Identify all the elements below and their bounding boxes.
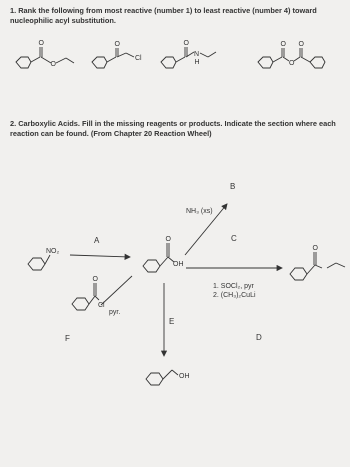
pyr-label: pyr. — [109, 309, 121, 316]
anhydride-o-bridge: O — [289, 60, 295, 67]
section-label-e: E — [169, 317, 175, 326]
acid-chloride-cl-label: Cl — [98, 302, 105, 309]
question-2-prompt: 2. Carboxylic Acids. Fill in the missing reagents or products. Indicate the section where each reaction can be found. (From Chapter 20 Reaction Wheel) — [10, 119, 336, 138]
benzyl-alcohol-oh: OH — [179, 373, 190, 380]
ester-carbonyl-o: O — [38, 40, 44, 47]
ketone-o-label: O — [312, 245, 318, 252]
acid-chloride-o: O — [114, 41, 120, 48]
anhydride-o2: O — [298, 41, 304, 48]
compound-amide — [161, 47, 216, 68]
amide-h: H — [194, 59, 200, 66]
arrow-a — [70, 255, 130, 257]
compound-ester — [16, 47, 74, 68]
acid-chloride-cl: Cl — [135, 55, 142, 62]
center-oh: OH — [173, 261, 184, 268]
ester-o: O — [50, 61, 56, 68]
section-label-c: C — [231, 234, 237, 243]
amide-n: N — [194, 51, 200, 58]
arrow-f — [101, 276, 132, 305]
question-1-prompt: 1. Rank the following from most reactive (number 1) to least reactive (number 4) toward nucleophilic acyl substitution. — [10, 6, 317, 25]
socl2-step-1: 1. SOCl₂, pyr — [213, 283, 254, 290]
acid-chloride-o-label: O — [92, 276, 98, 283]
benzoyl-chloride — [72, 283, 99, 310]
section-label-d: D — [256, 333, 262, 342]
amide-o: O — [183, 40, 189, 47]
compound-acid-chloride — [92, 48, 134, 68]
socl2-step-2: 2. (CH₃)₂CuLi — [213, 292, 256, 299]
benzoic-acid-center — [143, 243, 174, 272]
ketone-product — [290, 252, 345, 280]
section-label-f: F — [65, 334, 70, 343]
nitrobenzene — [28, 255, 50, 270]
nh3-reagent: NH₃ (xs) — [186, 208, 213, 215]
section-label-b: B — [230, 182, 236, 191]
anhydride-o1: O — [280, 41, 286, 48]
section-label-a: A — [94, 236, 100, 245]
center-carbonyl-o: O — [165, 236, 171, 243]
benzyl-alcohol — [146, 370, 178, 385]
no2-label: NO₂ — [46, 248, 60, 255]
